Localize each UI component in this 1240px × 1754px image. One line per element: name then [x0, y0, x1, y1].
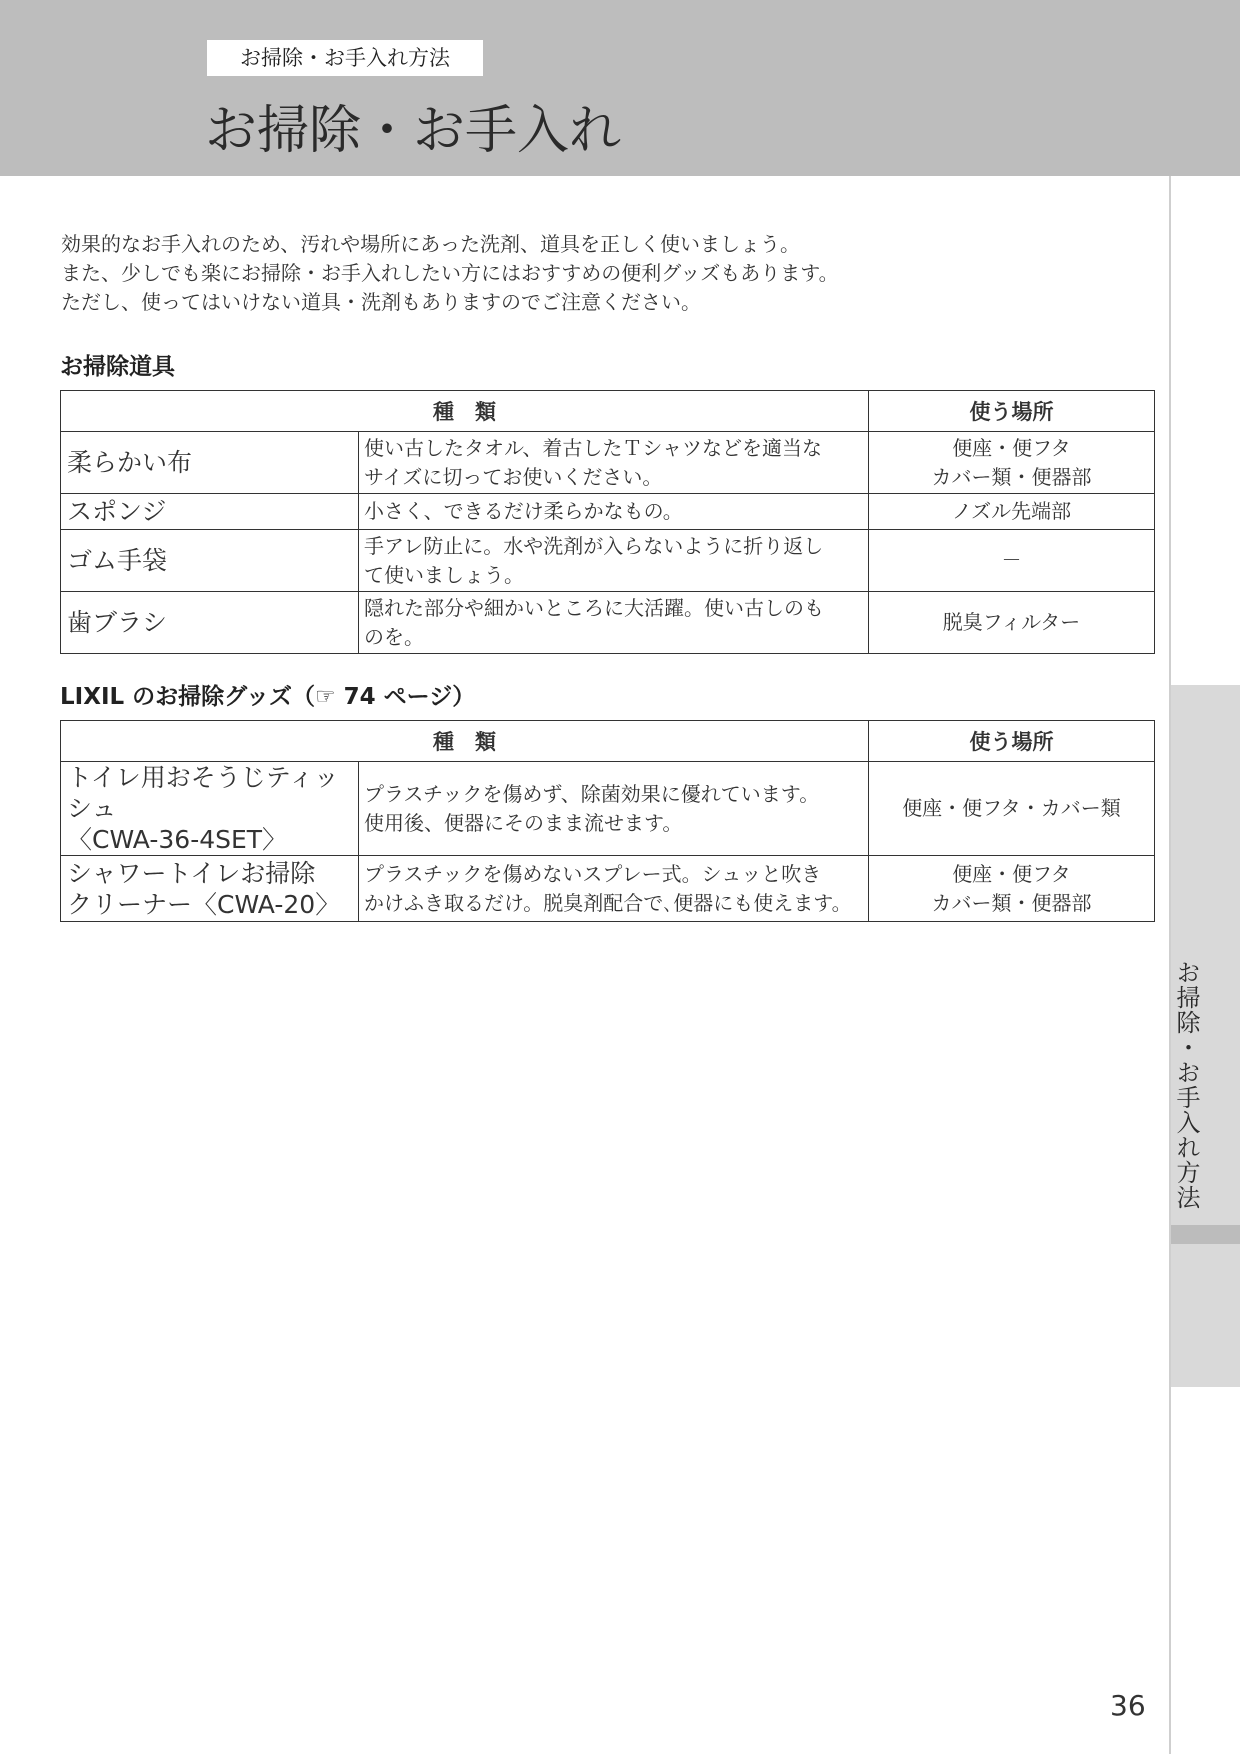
- place-line: 便座・便フタ: [952, 861, 1071, 886]
- intro-line: また、少しでも楽にお掃除・お手入れしたい方にはおすすめの便利グッズもあります。: [61, 261, 839, 285]
- name-line: シャワートイレお掃除: [67, 858, 316, 888]
- tools-table: [60, 390, 1155, 654]
- tool-desc: [359, 592, 869, 654]
- place-line: 脱臭フィルター: [942, 610, 1081, 634]
- tool-desc: [359, 530, 869, 592]
- tool-place: [869, 432, 1155, 494]
- tool-name: スポンジ: [61, 494, 359, 530]
- desc-line: のを。: [364, 624, 424, 649]
- name-line: トイレ用おそうじティッシュ: [67, 763, 339, 823]
- intro-line: ただし、使ってはいけない道具・洗剤もありますのでご注意ください。: [61, 290, 701, 314]
- desc-line: て使いましょう。: [364, 562, 524, 587]
- tool-name: 柔らかい布: [61, 432, 359, 494]
- page-number: 36: [1110, 1689, 1146, 1722]
- desc-line: かけふき取るだけ。脱臭剤配合で､便器にも使えます。: [364, 890, 852, 915]
- place-line: －: [1001, 548, 1022, 572]
- table-row: [61, 592, 1155, 654]
- table-row: [61, 856, 1155, 922]
- place-line: カバー類・便器部: [931, 890, 1092, 915]
- place-line: ノズル先端部: [951, 499, 1072, 523]
- desc-line: 小さく、できるだけ柔らかなもの。: [364, 499, 683, 523]
- tools-section-title: お掃除道具: [60, 354, 175, 380]
- table-row: [61, 530, 1155, 592]
- goods-place: [869, 856, 1155, 922]
- place-line: カバー類・便器部: [931, 464, 1092, 489]
- desc-line: サイズに切ってお使いください。: [364, 464, 663, 489]
- intro-text: [61, 230, 1061, 317]
- tool-place: [869, 530, 1155, 592]
- goods-desc: [359, 856, 869, 922]
- desc-line: 手アレ防止に。水や洗剤が入らないように折り返し: [364, 533, 824, 558]
- desc-line: プラスチックを傷めないスプレー式。シュッと吹き: [364, 861, 822, 886]
- name-line: 〈CWA-36-4SET〉: [67, 825, 288, 854]
- table-header-row: [61, 391, 1155, 432]
- goods-table: [60, 720, 1155, 922]
- tool-desc: [359, 494, 869, 530]
- page-title: お掃除・お手入れ: [205, 101, 622, 161]
- goods-desc: [359, 762, 869, 856]
- table-row: [61, 432, 1155, 494]
- place-line: 便座・便フタ・カバー類: [902, 796, 1121, 820]
- side-index-tab-marker: [1171, 1225, 1240, 1244]
- place-line: 便座・便フタ: [952, 435, 1071, 460]
- tool-name: 歯ブラシ: [61, 592, 359, 654]
- header-place: 使う場所: [869, 391, 1155, 432]
- name-line: クリーナー〈CWA-20〉: [67, 889, 341, 919]
- tool-desc: [359, 432, 869, 494]
- goods-name: [61, 856, 359, 922]
- desc-line: 隠れた部分や細かいところに大活躍。使い古しのも: [364, 595, 824, 620]
- tool-name: ゴム手袋: [61, 530, 359, 592]
- intro-line: 効果的なお手入れのため、汚れや場所にあった洗剤、道具を正しく使いましょう。: [61, 232, 800, 256]
- desc-line: プラスチックを傷めず、除菌効果に優れています。: [364, 781, 820, 806]
- tool-place: [869, 592, 1155, 654]
- desc-line: 使い古したタオル、着古したＴシャツなどを適当な: [364, 435, 822, 460]
- table-row: [61, 494, 1155, 530]
- goods-place: [869, 762, 1155, 856]
- header-type: 種 類: [61, 721, 869, 762]
- desc-line: 使用後、便器にそのまま流せます。: [364, 810, 683, 835]
- tool-place: [869, 494, 1155, 530]
- side-tab-label: お掃除・お手入れ方法: [1172, 960, 1200, 1210]
- header-type: 種 類: [61, 391, 869, 432]
- section-label: お掃除・お手入れ方法: [207, 40, 483, 76]
- goods-name: [61, 762, 359, 856]
- table-header-row: [61, 721, 1155, 762]
- goods-section-title: LIXIL のお掃除グッズ（☞ 74 ページ）: [60, 684, 476, 710]
- table-row: [61, 762, 1155, 856]
- side-index-tab-lower: [1171, 1244, 1240, 1387]
- header-place: 使う場所: [869, 721, 1155, 762]
